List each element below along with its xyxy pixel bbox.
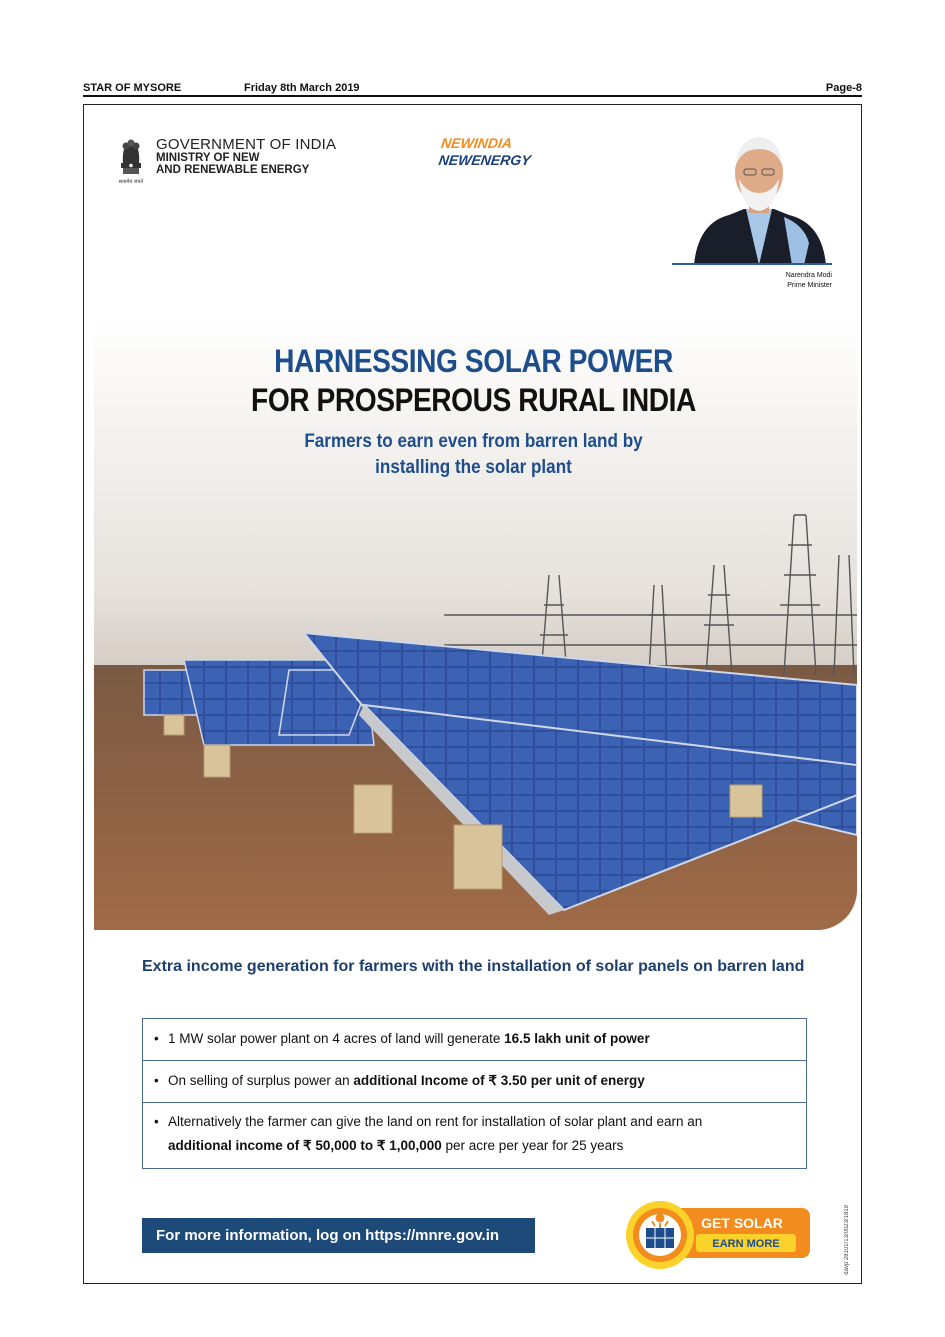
subheadline-line2: installing the solar plant [375, 457, 572, 478]
masthead-rule [83, 95, 862, 97]
gov-line2: MINISTRY OF NEW [156, 152, 260, 164]
tagline-line2: NEWENERGY [437, 152, 532, 168]
prime-minister-photo [684, 125, 834, 265]
gov-line3: AND RENEWABLE ENERGY [156, 164, 310, 176]
pm-caption [734, 271, 832, 291]
pm-name: Narendra Modi [785, 272, 832, 279]
intro-text: Extra income generation for farmers with the installation of solar panels on barren land [142, 958, 805, 975]
pm-title: Prime Minister [787, 282, 832, 289]
headline-line2: FOR PROSPEROUS RURAL INDIA [251, 382, 696, 418]
more-info-banner: For more information, log on https://mnre.gov.in [142, 1218, 535, 1253]
tagline-line1: NEWINDIA [440, 135, 514, 151]
headline-line1: HARNESSING SOLAR POWER [274, 343, 673, 379]
fact-item: • Alternatively the farmer can give the land on rent for installation of solar plant and earn an additional income of ₹ 50,000 to ₹ 1,00,000 per acre per year for 25 years [154, 1114, 703, 1153]
davp-code: davp 28101/13/0023/1819 [844, 1205, 850, 1275]
paper-name: STAR OF MYSORE [83, 82, 182, 94]
fact-item: • On selling of surplus power an additional Income of ₹ 3.50 per unit of energy [143, 1061, 806, 1103]
photo-underline [672, 263, 832, 265]
national-emblem-icon [114, 137, 148, 185]
advertisement [83, 104, 862, 1284]
government-title [156, 137, 336, 176]
fact-item: • 1 MW solar power plant on 4 acres of land will generate 16.5 lakh unit of power [143, 1019, 806, 1061]
emblem-caption: सत्यमेव जयते [118, 179, 144, 185]
new-india-logo [437, 135, 532, 169]
issue-date: Friday 8th March 2019 [244, 82, 360, 94]
subheadline [123, 429, 824, 481]
facts-box [142, 1018, 807, 1169]
masthead [83, 80, 862, 96]
gov-line1: GOVERNMENT OF INDIA [156, 136, 337, 153]
page-number: Page-8 [825, 82, 862, 94]
subheadline-line1: Farmers to earn even from barren land by [304, 431, 643, 452]
logo-line1: GET SOLAR [701, 1215, 783, 1231]
logo-line2: EARN MORE [712, 1238, 780, 1250]
get-solar-logo [622, 1198, 812, 1273]
